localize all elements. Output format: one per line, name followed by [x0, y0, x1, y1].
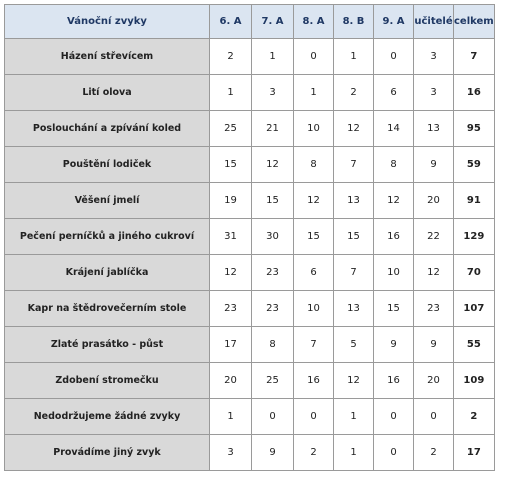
table-row: [5, 147, 495, 183]
row-label: Zlaté prasátko - půst: [5, 327, 210, 363]
table-row: [5, 183, 495, 219]
value-cell: 15: [294, 219, 334, 255]
value-cell: 15: [334, 219, 374, 255]
row-label: Poslouchání a zpívání koled: [5, 111, 210, 147]
table-row: [5, 435, 495, 471]
total-cell: 2: [454, 399, 495, 435]
value-cell: 9: [414, 147, 454, 183]
value-cell: 3: [210, 435, 252, 471]
value-cell: 19: [210, 183, 252, 219]
row-label: Pouštění lodiček: [5, 147, 210, 183]
total-cell: 95: [454, 111, 495, 147]
value-cell: 0: [294, 399, 334, 435]
value-cell: 23: [414, 291, 454, 327]
value-cell: 0: [294, 39, 334, 75]
table-row: [5, 327, 495, 363]
table-row: [5, 363, 495, 399]
value-cell: 23: [252, 255, 294, 291]
value-cell: 1: [334, 39, 374, 75]
total-cell: 59: [454, 147, 495, 183]
table-row: [5, 291, 495, 327]
value-cell: 12: [334, 111, 374, 147]
value-cell: 8: [294, 147, 334, 183]
value-cell: 0: [374, 39, 414, 75]
value-cell: 25: [210, 111, 252, 147]
table-row: [5, 219, 495, 255]
table-row: [5, 255, 495, 291]
value-cell: 1: [294, 75, 334, 111]
table-row: [5, 39, 495, 75]
value-cell: 16: [294, 363, 334, 399]
value-cell: 0: [252, 399, 294, 435]
value-cell: 13: [414, 111, 454, 147]
value-cell: 12: [334, 363, 374, 399]
row-label: Krájení jablíčka: [5, 255, 210, 291]
total-cell: 70: [454, 255, 495, 291]
total-cell: 17: [454, 435, 495, 471]
value-cell: 6: [374, 75, 414, 111]
value-cell: 12: [252, 147, 294, 183]
value-cell: 12: [374, 183, 414, 219]
row-label: Provádíme jiný zvyk: [5, 435, 210, 471]
value-cell: 1: [334, 399, 374, 435]
value-cell: 10: [374, 255, 414, 291]
column-header: 7. A: [252, 5, 294, 39]
row-label: Pečení perníčků a jiného cukroví: [5, 219, 210, 255]
header-row: [5, 5, 495, 39]
row-label: Lití olova: [5, 75, 210, 111]
total-cell: 91: [454, 183, 495, 219]
value-cell: 10: [294, 291, 334, 327]
value-cell: 7: [334, 255, 374, 291]
value-cell: 3: [252, 75, 294, 111]
value-cell: 0: [374, 399, 414, 435]
value-cell: 1: [210, 75, 252, 111]
total-cell: 16: [454, 75, 495, 111]
value-cell: 31: [210, 219, 252, 255]
value-cell: 13: [334, 183, 374, 219]
row-label: Nedodržujeme žádné zvyky: [5, 399, 210, 435]
column-header: celkem: [454, 5, 495, 39]
value-cell: 3: [414, 39, 454, 75]
value-cell: 2: [294, 435, 334, 471]
table-row: [5, 111, 495, 147]
table-row: [5, 399, 495, 435]
value-cell: 1: [210, 399, 252, 435]
value-cell: 20: [414, 183, 454, 219]
row-label: Zdobení stromečku: [5, 363, 210, 399]
value-cell: 25: [252, 363, 294, 399]
value-cell: 7: [334, 147, 374, 183]
column-header: učitelé: [414, 5, 454, 39]
column-header-custom: Vánoční zvyky: [5, 5, 210, 39]
row-label: Věšení jmelí: [5, 183, 210, 219]
total-cell: 55: [454, 327, 495, 363]
value-cell: 12: [210, 255, 252, 291]
value-cell: 23: [252, 291, 294, 327]
value-cell: 2: [334, 75, 374, 111]
value-cell: 17: [210, 327, 252, 363]
total-cell: 109: [454, 363, 495, 399]
column-header: 8. A: [294, 5, 334, 39]
table-body: [5, 39, 495, 471]
value-cell: 7: [294, 327, 334, 363]
value-cell: 15: [210, 147, 252, 183]
value-cell: 5: [334, 327, 374, 363]
value-cell: 1: [252, 39, 294, 75]
value-cell: 2: [210, 39, 252, 75]
value-cell: 0: [414, 399, 454, 435]
value-cell: 3: [414, 75, 454, 111]
value-cell: 9: [252, 435, 294, 471]
total-cell: 107: [454, 291, 495, 327]
value-cell: 30: [252, 219, 294, 255]
customs-table: [4, 4, 495, 471]
value-cell: 10: [294, 111, 334, 147]
value-cell: 15: [252, 183, 294, 219]
value-cell: 9: [374, 327, 414, 363]
value-cell: 9: [414, 327, 454, 363]
value-cell: 20: [210, 363, 252, 399]
value-cell: 15: [374, 291, 414, 327]
row-label: Házení střevícem: [5, 39, 210, 75]
value-cell: 13: [334, 291, 374, 327]
value-cell: 8: [252, 327, 294, 363]
column-header: 9. A: [374, 5, 414, 39]
total-cell: 7: [454, 39, 495, 75]
column-header: 6. A: [210, 5, 252, 39]
table-row: [5, 75, 495, 111]
value-cell: 6: [294, 255, 334, 291]
total-cell: 129: [454, 219, 495, 255]
value-cell: 12: [294, 183, 334, 219]
value-cell: 16: [374, 363, 414, 399]
row-label: Kapr na štědrovečerním stole: [5, 291, 210, 327]
value-cell: 16: [374, 219, 414, 255]
value-cell: 0: [374, 435, 414, 471]
value-cell: 21: [252, 111, 294, 147]
value-cell: 22: [414, 219, 454, 255]
value-cell: 1: [334, 435, 374, 471]
value-cell: 14: [374, 111, 414, 147]
value-cell: 2: [414, 435, 454, 471]
value-cell: 23: [210, 291, 252, 327]
column-header: 8. B: [334, 5, 374, 39]
value-cell: 12: [414, 255, 454, 291]
value-cell: 8: [374, 147, 414, 183]
value-cell: 20: [414, 363, 454, 399]
